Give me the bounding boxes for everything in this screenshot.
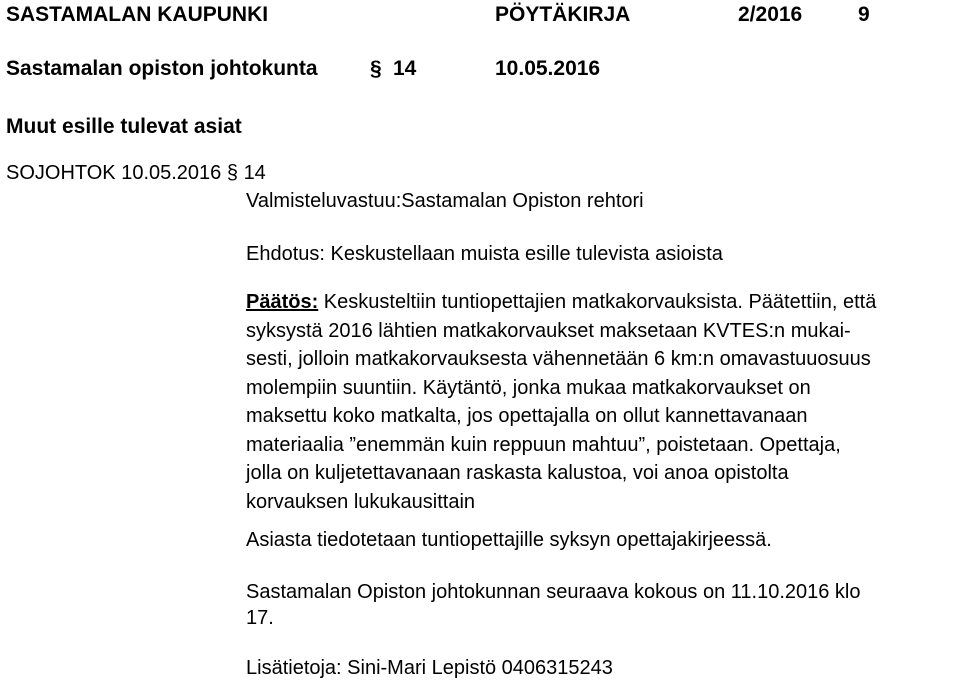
page-number: 9	[858, 3, 870, 26]
reference-line	[6, 159, 266, 187]
decision-line-text: Keskusteltiin tuntiopettajien matkakorvauksista. Päätettiin, että	[318, 291, 877, 313]
reference-section-symbol: §	[226, 162, 238, 184]
section-number: 14	[393, 57, 417, 80]
item-title: Muut esille tulevat asiat	[6, 115, 242, 138]
reference-section-number: 14	[243, 162, 266, 184]
preparer-line: Valmisteluvastuu:Sastamalan Opiston rehtori	[246, 190, 644, 212]
organization-name: SASTAMALAN KAUPUNKI	[6, 3, 269, 26]
contact-info: Lisätietoja: Sini-Mari Lepistö 0406315243	[246, 657, 613, 679]
reference-code: SOJOHTOK 10.05.2016	[6, 162, 222, 184]
meeting-date: 10.05.2016	[495, 57, 601, 80]
issue-number: 2/2016	[738, 3, 803, 26]
document-type: PÖYTÄKIRJA	[495, 3, 631, 26]
decision-line: maksettu koko matkalta, jos opettajalla on ollut kannettavanaan	[246, 405, 808, 427]
decision-line: korvauksen lukukausittain	[246, 490, 476, 513]
decision-paragraph	[246, 288, 958, 516]
proposal-line: Ehdotus: Keskustellaan muista esille tulevista asioista	[246, 243, 723, 265]
decision-line: syksystä 2016 lähtien matkakorvaukset maksetaan KVTES:n mukai-	[246, 319, 851, 342]
notice-line: Asiasta tiedotetaan tuntiopettajille syksyn opettajakirjeessä.	[246, 529, 772, 551]
next-meeting-line-1: Sastamalan Opiston johtokunnan seuraava kokous on 11.10.2016 klo	[246, 581, 861, 603]
decision-line: molempiin suuntiin. Käytäntö, jonka mukaa matkakorvaukset on	[246, 376, 811, 399]
next-meeting-line-2: 17.	[246, 607, 274, 629]
decision-line: sesti, jolloin matkakorvauksesta vähennetään 6 km:n omavastuuosuus	[246, 348, 871, 370]
section-symbol: §	[370, 57, 382, 80]
decision-line: materiaalia ”enemmän kuin reppuun mahtuu”, poistetaan. Opettaja,	[246, 433, 841, 456]
decision-line: jolla on kuljetettavanaan raskasta kalustoa, voi anoa opistolta	[246, 462, 789, 484]
decision-line	[246, 288, 958, 317]
meeting-body: Sastamalan opiston johtokunta	[6, 57, 318, 80]
decision-label: Päätös:	[246, 291, 319, 313]
